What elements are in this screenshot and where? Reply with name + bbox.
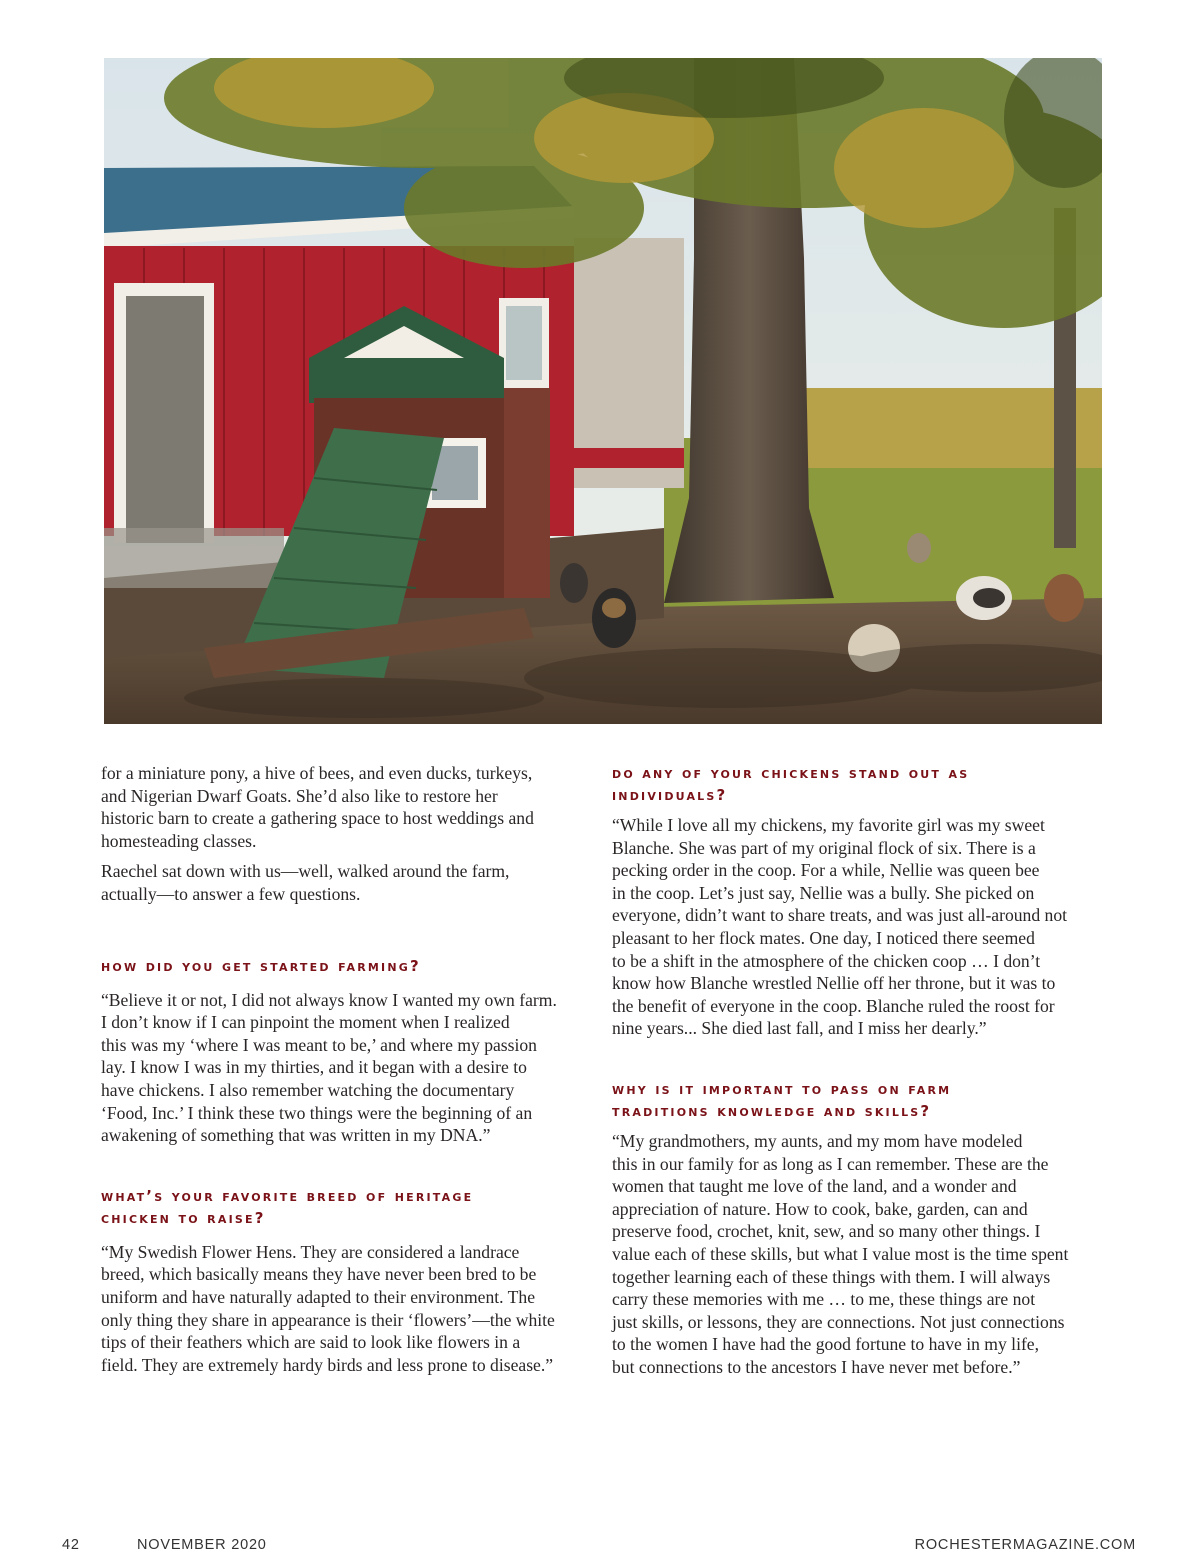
intro-paragraph: for a miniature pony, a hive of bees, and even ducks, turkeys, and Nigerian Dwarf Goats. She’d also like to restore her historic barn to create a gathering space to host weddings and homesteading classes. [101,763,534,851]
question-heading-3: do any of your chickens stand out as individuals? [612,764,970,804]
website-link[interactable]: ROCHESTERMAGAZINE.COM [914,1537,1136,1553]
answer-paragraph-1: “Believe it or not, I did not always know I wanted my own farm. I don’t know if I can pinpoint the moment when I realized this was my ‘where I was meant to be,’ and where my passion lay. I know I was in my thirties, and it began with a desire to have chickens. I also remember watching the documentary ‘Food, Inc.’ I think these two things were the beginning of an awakening of something that was written in my DNA.” [101,989,557,1146]
answer-paragraph-3: “While I love all my chickens, my favorite girl was my sweet Blanche. She was part of my original flock of six. There is a pecking order in the coop. For a while, Nellie was queen bee in the coop. Let’s just say, Nellie was a bully. She picked on everyone, didn’t want to share treats, and was just all-around not pleasant to her flock mates. One day, I noticed there seemed to be a shift in the atmosphere of the chicken coop … I don’t know how Blanche wrestled Nellie off her throne, but it was to the benefit of everyone in the coop. Blanche ruled the roost for nine years... She died last fall, and I miss her dearly.” [612,815,1068,1039]
question-heading-2: what’s your favorite breed of heritage chicken to raise? [101,1186,474,1227]
answer-paragraph-2: “My Swedish Flower Hens. They are considered a landrace breed, which basically means they have never been bred to be uniform and have naturally adapted to their environment. The only thing they share in appearance is their ‘flowers’—the white tips of their feathers which are said to look like flowers in a field. They are extremely hardy birds and less prone to disease.” [101,1241,555,1375]
issue-date: NOVEMBER 2020 [137,1537,267,1553]
right-column [612,762,1102,1386]
question-heading-1: how did you get started farming? [101,956,421,975]
answer-paragraph-4: “My grandmothers, my aunts, and my mom have modeled this in our family for as long as I can remember. These are the women that taught me love of the land, and a wonder and appreciation of nature. How to cook, bake, garden, can and preserve food, crochet, knit, sew, and so many other things. I value each of these skills, but what I value most is the time spent together learning each of these things with them. I will always carry these memories with me … to me, these things are not just skills, or lessons, they are connections. Not just connections to the women I have had the good fortune to have in my life, but connections to the ancestors I have never met before.” [612,1130,1069,1377]
intro-paragraph-2: Raechel sat down with us—well, walked around the farm, actually—to answer a few questions. [101,861,510,904]
article-photo [104,58,1102,724]
question-heading-4: why is it important to pass on farm traditions knowledge and skills? [612,1079,952,1120]
left-column [101,762,593,1384]
page-number: 42 [62,1537,80,1553]
